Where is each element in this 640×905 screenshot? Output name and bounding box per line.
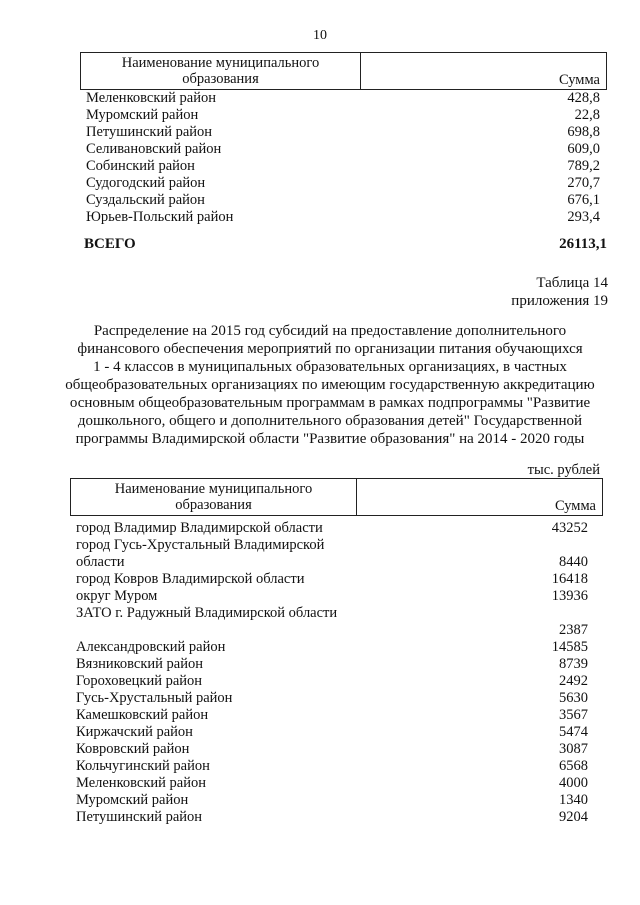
table-row <box>86 141 600 158</box>
table1-header-name <box>81 53 361 89</box>
row-name: Муромский район <box>76 792 189 808</box>
row-name: Суздальский район <box>86 192 205 208</box>
table-row <box>76 520 588 537</box>
row-value: 8440 <box>559 554 588 570</box>
title-line: общеобразовательных организациях по имеющим государственную аккредитацию <box>65 377 595 393</box>
total-label: ВСЕГО <box>84 236 136 252</box>
row-name: Меленковский район <box>76 775 206 791</box>
table1-header-sum: Сумма <box>558 72 600 88</box>
row-name: Камешковский район <box>76 707 209 723</box>
table-row <box>76 724 588 741</box>
table-row <box>76 707 588 724</box>
table2-header-name-line1: Наименование муниципального <box>114 481 313 497</box>
table-row <box>76 741 588 758</box>
table-row <box>86 175 600 192</box>
row-name: город Владимир Владимирской области <box>76 520 323 536</box>
table2-header-sum: Сумма <box>554 498 596 514</box>
title-line: Распределение на 2015 год субсидий на предоставление дополнительного <box>93 323 567 339</box>
row-name: Селивановский район <box>86 141 222 157</box>
table1-header <box>80 52 607 90</box>
row-name: город Ковров Владимирской области <box>76 571 305 587</box>
table2-rows <box>76 520 588 826</box>
row-name: ЗАТО г. Радужный Владимирской области <box>76 605 338 621</box>
row-name: Меленковский район <box>86 90 216 106</box>
row-value: 5474 <box>559 724 588 740</box>
row-value: 14585 <box>551 639 588 655</box>
row-value: 698,8 <box>567 124 600 140</box>
row-name: округ Муром <box>76 588 158 604</box>
table-row <box>86 158 600 175</box>
table-row <box>76 758 588 775</box>
row-value: 428,8 <box>567 90 600 106</box>
row-name: Ковровский район <box>76 741 190 757</box>
table-caption <box>511 274 608 310</box>
row-value: 8739 <box>559 656 588 672</box>
row-value: 13936 <box>551 588 588 604</box>
row-name: Петушинский район <box>86 124 213 140</box>
table2-header-name <box>71 479 357 515</box>
row-value: 293,4 <box>567 209 600 225</box>
row-value: 4000 <box>559 775 588 791</box>
table-row <box>86 107 600 124</box>
table-row <box>76 792 588 809</box>
table-row <box>76 809 588 826</box>
document-title <box>60 322 600 448</box>
table-row <box>86 124 600 141</box>
row-name: Петушинский район <box>76 809 203 825</box>
row-value: 3567 <box>559 707 588 723</box>
total-value: 26113,1 <box>559 236 607 252</box>
row-value: 676,1 <box>567 192 600 208</box>
row-value: 43252 <box>551 520 588 536</box>
row-value: 5630 <box>559 690 588 706</box>
table1-header-name-line1: Наименование муниципального <box>121 55 320 71</box>
title-line: 1 - 4 классов в муниципальных образовательных организациях, в частных <box>93 359 567 375</box>
table1-rows <box>86 90 600 226</box>
table-row <box>86 209 600 226</box>
row-name: Киржачский район <box>76 724 193 740</box>
row-value: 270,7 <box>567 175 600 191</box>
table-row <box>76 690 588 707</box>
table-row <box>86 192 600 209</box>
row-value: 9204 <box>559 809 588 825</box>
table2-header <box>70 478 603 516</box>
page-number: 10 <box>313 28 327 43</box>
row-name: Гусь-Хрустальный район <box>76 690 233 706</box>
table-row <box>86 90 600 107</box>
row-value: 2492 <box>559 673 588 689</box>
row-value: 6568 <box>559 758 588 774</box>
row-value: 22,8 <box>574 107 600 123</box>
units-label: тыс. рублей <box>527 462 600 478</box>
table1-total <box>84 236 607 253</box>
table1-header-name-line2: образования <box>182 71 259 87</box>
row-name: Гороховецкий район <box>76 673 203 689</box>
table-row <box>76 656 588 673</box>
table-row <box>76 639 588 656</box>
row-value: 3087 <box>559 741 588 757</box>
title-line: основным общеобразовательным программам в рамках подпрограммы "Развитие <box>69 395 591 411</box>
row-name: Вязниковский район <box>76 656 203 672</box>
row-name: Кольчугинский район <box>76 758 210 774</box>
table-row <box>76 537 588 571</box>
table-row <box>76 775 588 792</box>
row-name: Муромский район <box>86 107 199 123</box>
row-name: Собинский район <box>86 158 195 174</box>
row-value: 609,0 <box>567 141 600 157</box>
table-row <box>76 673 588 690</box>
title-line: программы Владимирской области "Развитие образования" на 2014 - 2020 годы <box>75 431 585 447</box>
table-row <box>76 605 588 639</box>
title-line: финансового обеспечения мероприятий по организации питания обучающихся <box>77 341 583 357</box>
row-value: 1340 <box>559 792 588 808</box>
table-row <box>76 588 588 605</box>
caption-line1: Таблица 14 <box>536 275 608 291</box>
row-name: город Гусь-Хрустальный Владимирской области <box>76 537 325 570</box>
row-name: Юрьев-Польский район <box>86 209 234 225</box>
table-row <box>76 571 588 588</box>
caption-line2: приложения 19 <box>511 293 608 309</box>
row-value: 789,2 <box>567 158 600 174</box>
title-line: дошкольного, общего и дополнительного образования детей" Государственной <box>77 413 583 429</box>
row-value: 2387 <box>559 622 588 638</box>
row-value: 16418 <box>551 571 588 587</box>
row-name: Александровский район <box>76 639 226 655</box>
table2-header-name-line2: образования <box>175 497 252 513</box>
row-name: Судогодский район <box>86 175 206 191</box>
